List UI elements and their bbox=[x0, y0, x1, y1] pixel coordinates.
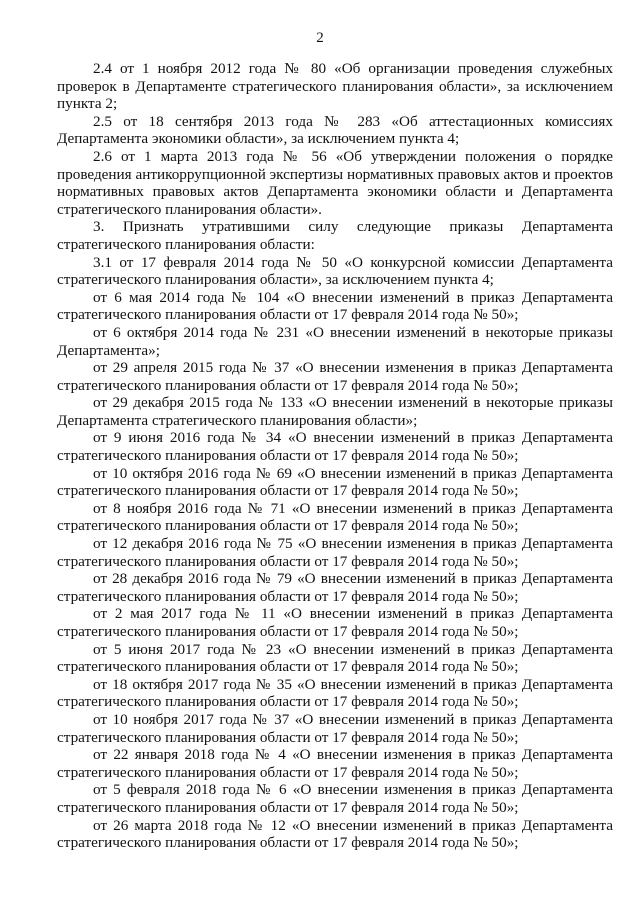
list-item-order: от 9 июня 2016 года № 34 «О внесении изменений в приказ Департамента стратегического планирования области от 17 февраля 2014 года № 50»; bbox=[57, 429, 613, 465]
list-item-order: от 12 декабря 2016 года № 75 «О внесении изменения в приказ Департамента стратегического планирования области от 17 февраля 2014 года № 50»; bbox=[57, 535, 613, 570]
paragraph-3-1: 3.1 от 17 февраля 2014 года № 50 «О конкурсной комиссии Департамента стратегического планирования области», за исключением пункта 4; bbox=[57, 253, 613, 289]
paragraph-2-6: 2.6 от 1 марта 2013 года № 56 «Об утверждении положения о порядке проведения антикоррупционной экспертизы нормативных правовых актов и проектов нормативных правовых актов Департамента экономики области и Департамента стратегического планирования области». bbox=[57, 147, 613, 218]
list-item-order: от 28 декабря 2016 года № 79 «О внесении изменений в приказ Департамента стратегического планирования области от 17 февраля 2014 года № 50»; bbox=[57, 570, 613, 605]
paragraph-2-4: 2.4 от 1 ноября 2012 года № 80 «Об организации проведения служебных проверок в Департаменте стратегического планирования области», за исключением пункта 2; bbox=[57, 60, 613, 113]
list-item-order: от 8 ноября 2016 года № 71 «О внесении изменений в приказ Департамента стратегического планирования области от 17 февраля 2014 года № 50»; bbox=[57, 499, 613, 535]
document-body bbox=[57, 60, 613, 852]
page-number: 2 bbox=[316, 30, 324, 46]
list-item-order: от 5 июня 2017 года № 23 «О внесении изменений в приказ Департамента стратегического планирования области от 17 февраля 2014 года № 50»; bbox=[57, 640, 613, 676]
list-item-order: от 6 мая 2014 года № 104 «О внесении изменений в приказ Департамента стратегического планирования области от 17 февраля 2014 года № 50»; bbox=[57, 288, 613, 324]
list-item-order: от 5 февраля 2018 года № 6 «О внесении изменения в приказ Департамента стратегического планирования области от 17 февраля 2014 года № 50»; bbox=[57, 781, 613, 816]
list-item-order: от 26 марта 2018 года № 12 «О внесении изменений в приказ Департамента стратегического планирования области от 17 февраля 2014 года № 50»; bbox=[57, 816, 613, 852]
list-item-order: от 22 января 2018 года № 4 «О внесении изменения в приказ Департамента стратегического планирования области от 17 февраля 2014 года № 50»; bbox=[57, 746, 613, 781]
list-item-order: от 2 мая 2017 года № 11 «О внесении изменений в приказ Департамента стратегического планирования области от 17 февраля 2014 года № 50»; bbox=[57, 605, 613, 640]
list-item-order: от 10 ноября 2017 года № 37 «О внесении изменений в приказ Департамента стратегического планирования области от 17 февраля 2014 года № 50»; bbox=[57, 710, 613, 746]
list-item-order: от 29 декабря 2015 года № 133 «О внесении изменений в некоторые приказы Департамента стратегического планирования области»; bbox=[57, 394, 613, 429]
list-item-order: от 6 октября 2014 года № 231 «О внесении изменений в некоторые приказы Департамента»; bbox=[57, 323, 613, 359]
paragraph-3: 3. Признать утратившими силу следующие приказы Департамента стратегического планирования области: bbox=[57, 218, 613, 253]
paragraph-2-5: 2.5 от 18 сентября 2013 года № 283 «Об аттестационных комиссиях Департамента экономики области», за исключением пункта 4; bbox=[57, 112, 613, 148]
list-item-order: от 10 октября 2016 года № 69 «О внесении изменений в приказ Департамента стратегического планирования области от 17 февраля 2014 года № 50»; bbox=[57, 464, 613, 500]
list-item-order: от 29 апреля 2015 года № 37 «О внесении изменения в приказ Департамента стратегического планирования области от 17 февраля 2014 года № 50»; bbox=[57, 359, 613, 394]
list-item-order: от 18 октября 2017 года № 35 «О внесении изменений в приказ Департамента стратегического планирования области от 17 февраля 2014 года № 50»; bbox=[57, 675, 613, 711]
